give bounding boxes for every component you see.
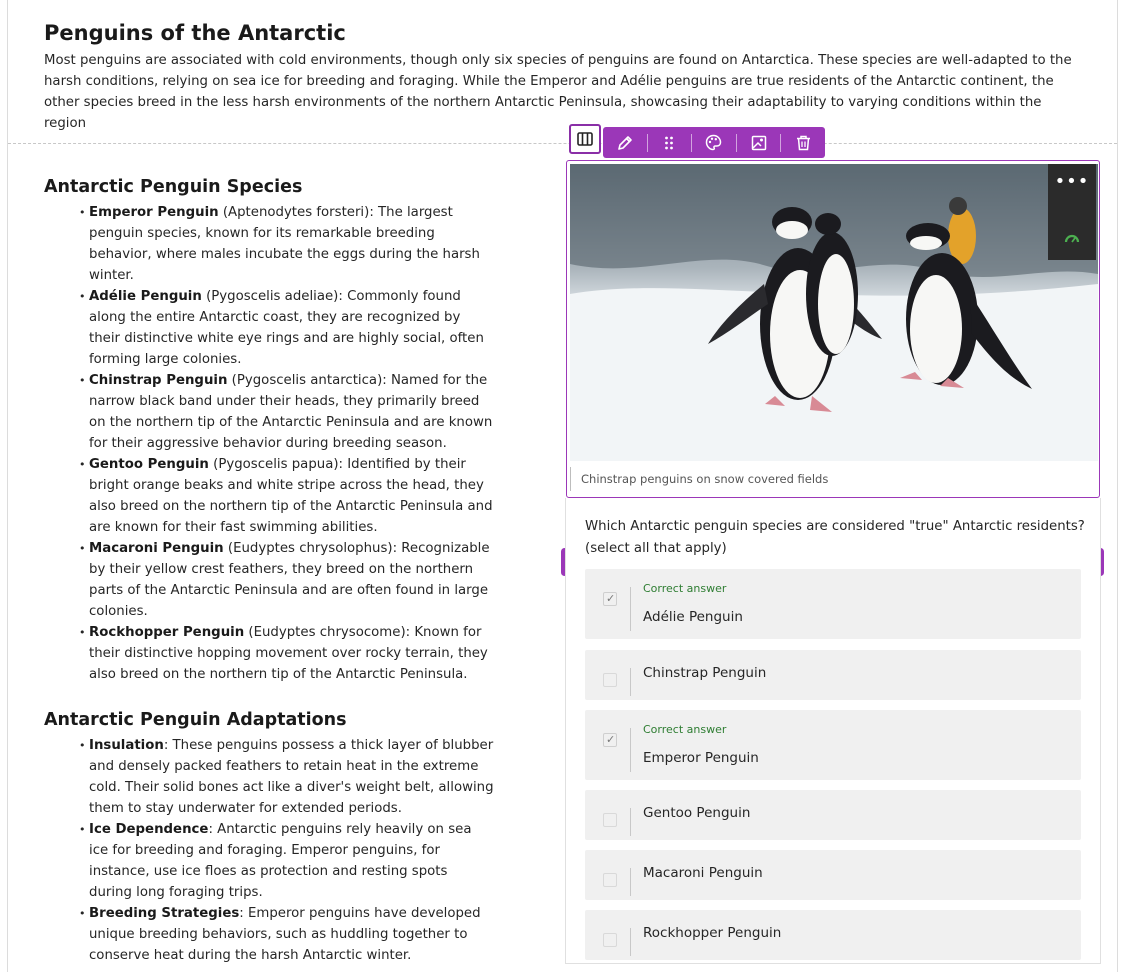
species-description: (Eudyptes chrysolophus): Recognizable by their yellow crest feathers, they breed on the northern parts of the Antarctic Peninsula and are often found in large colonies. bbox=[89, 541, 490, 619]
answer-label: Chinstrap Penguin bbox=[643, 665, 767, 681]
image-action-menu bbox=[1048, 164, 1096, 260]
species-heading: Antarctic Penguin Species bbox=[44, 177, 303, 197]
page-title: Penguins of the Antarctic bbox=[44, 21, 346, 45]
answer-checkbox[interactable] bbox=[603, 933, 617, 947]
list-item bbox=[79, 202, 494, 286]
block-toolbar bbox=[603, 127, 825, 158]
question-text: Which Antarctic penguin species are considered "true" Antarctic residents? (select all that apply) bbox=[585, 519, 1085, 556]
species-list bbox=[79, 202, 504, 685]
image-block[interactable] bbox=[566, 160, 1100, 498]
adaptation-description: : Emperor penguins have developed unique breeding behaviors, such as huddling together to conserve heat during the harsh Antarctic winter. bbox=[89, 906, 481, 963]
option-divider bbox=[630, 928, 631, 956]
adaptation-description: : Antarctic penguins rely heavily on sea ice for breeding and foraging. Emperor penguins, for instance, use ice floes as protection and resting spots during long foraging trips. bbox=[89, 822, 472, 900]
trash-icon bbox=[796, 135, 811, 151]
question-block bbox=[565, 498, 1101, 964]
species-name: Emperor Penguin bbox=[89, 205, 219, 220]
species-description: (Pygoscelis adeliae): Commonly found along the entire Antarctic coast, they are recognized by their distinctive white eye rings and are highly social, often forming large colonies. bbox=[89, 289, 484, 367]
list-item bbox=[79, 622, 494, 685]
option-divider bbox=[630, 808, 631, 836]
option-divider bbox=[630, 668, 631, 696]
toolbar-separator bbox=[647, 134, 648, 152]
pencil-icon bbox=[617, 135, 633, 151]
gauge-icon[interactable] bbox=[1064, 232, 1080, 244]
adaptation-name: Breeding Strategies bbox=[89, 906, 240, 921]
intro-section bbox=[44, 18, 1084, 134]
answer-label: Adélie Penguin bbox=[643, 609, 743, 625]
drag-handle-icon bbox=[664, 135, 674, 151]
list-item bbox=[79, 538, 494, 622]
layout-icon bbox=[577, 132, 593, 146]
answer-label: Emperor Penguin bbox=[643, 750, 759, 766]
species-name: Gentoo Penguin bbox=[89, 457, 209, 472]
image-edit-icon bbox=[751, 135, 767, 151]
species-name: Adélie Penguin bbox=[89, 289, 202, 304]
species-name: Rockhopper Penguin bbox=[89, 625, 245, 640]
intro-paragraph: Most penguins are associated with cold environments, though only six species of penguins are found on Antarctica. These species are well-adapted to the harsh conditions, relying on sea ice for breeding and foraging. While the Emperor and Adélie penguins are true residents of the Antarctic continent, the other species breed in the less harsh environments of the northern Antarctic Peninsula, showcasing their adaptability to varying conditions within the region bbox=[44, 53, 1072, 131]
layout-button[interactable] bbox=[569, 124, 601, 154]
drag-button[interactable] bbox=[654, 127, 686, 158]
answer-checkbox[interactable] bbox=[603, 813, 617, 827]
answer-checkbox[interactable] bbox=[603, 733, 617, 747]
section-divider bbox=[8, 143, 1117, 144]
answer-label: Gentoo Penguin bbox=[643, 805, 751, 821]
option-divider bbox=[630, 868, 631, 896]
adaptations-heading: Antarctic Penguin Adaptations bbox=[44, 710, 347, 730]
answer-option-rockhopper[interactable] bbox=[585, 910, 1081, 960]
list-item bbox=[79, 370, 494, 454]
correct-answer-label: Correct answer bbox=[643, 582, 727, 595]
answer-checkbox[interactable] bbox=[603, 873, 617, 887]
species-name: Chinstrap Penguin bbox=[89, 373, 228, 388]
list-item bbox=[79, 454, 494, 538]
answer-label: Macaroni Penguin bbox=[643, 865, 763, 881]
image-caption[interactable]: Chinstrap penguins on snow covered fields bbox=[570, 467, 1098, 491]
option-divider bbox=[630, 587, 631, 631]
more-options-icon[interactable]: ••• bbox=[1054, 171, 1090, 192]
checkmark-icon: ✓ bbox=[606, 733, 616, 746]
list-item bbox=[79, 903, 494, 966]
list-item bbox=[79, 735, 494, 819]
style-button[interactable] bbox=[698, 127, 730, 158]
delete-button[interactable] bbox=[787, 127, 819, 158]
answer-option-emperor[interactable] bbox=[585, 710, 1081, 780]
list-item bbox=[79, 286, 494, 370]
checkmark-icon: ✓ bbox=[606, 592, 616, 605]
answer-option-gentoo[interactable] bbox=[585, 790, 1081, 840]
species-description: (Eudyptes chrysocome): Known for their distinctive hopping movement over rocky terrain, they also breed on the northern tip of the Antarctic Peninsula. bbox=[89, 625, 488, 682]
penguin-photo bbox=[570, 164, 1098, 461]
species-description: (Aptenodytes forsteri): The largest penguin species, known for its remarkable breeding behavior, where males incubate the eggs during the harsh winter. bbox=[89, 205, 480, 283]
option-divider bbox=[630, 728, 631, 772]
answer-checkbox[interactable] bbox=[603, 592, 617, 606]
adaptation-description: : These penguins possess a thick layer of blubber and densely packed feathers to retain heat in the extreme cold. Their solid bones act like a diver's weight belt, allowing them to stay underwater for extended periods. bbox=[89, 738, 494, 816]
answer-label: Rockhopper Penguin bbox=[643, 925, 782, 941]
toolbar-separator bbox=[691, 134, 692, 152]
answer-option-chinstrap[interactable] bbox=[585, 650, 1081, 700]
answer-checkbox[interactable] bbox=[603, 673, 617, 687]
answer-option-macaroni[interactable] bbox=[585, 850, 1081, 900]
adaptations-list bbox=[79, 735, 504, 966]
correct-answer-label: Correct answer bbox=[643, 723, 727, 736]
species-description: (Pygoscelis papua): Identified by their bright orange beaks and white stripe across the head, they also breed on the northern tip of the Antarctic Peninsula and are known for their fast swimming abilities. bbox=[89, 457, 493, 535]
answer-option-adelie[interactable] bbox=[585, 569, 1081, 639]
adaptation-name: Ice Dependence bbox=[89, 822, 209, 837]
toolbar-separator bbox=[736, 134, 737, 152]
edit-button[interactable] bbox=[609, 127, 641, 158]
palette-icon bbox=[705, 134, 722, 151]
species-description: (Pygoscelis antarctica): Named for the narrow black band under their heads, they primarily breed on the northern tip of the Antarctic Peninsula and are known for their aggressive behavior during breeding season. bbox=[89, 373, 493, 451]
list-item bbox=[79, 819, 494, 903]
left-text-column bbox=[44, 174, 504, 966]
toolbar-separator bbox=[780, 134, 781, 152]
adaptation-name: Insulation bbox=[89, 738, 164, 753]
species-name: Macaroni Penguin bbox=[89, 541, 224, 556]
image-settings-button[interactable] bbox=[743, 127, 775, 158]
